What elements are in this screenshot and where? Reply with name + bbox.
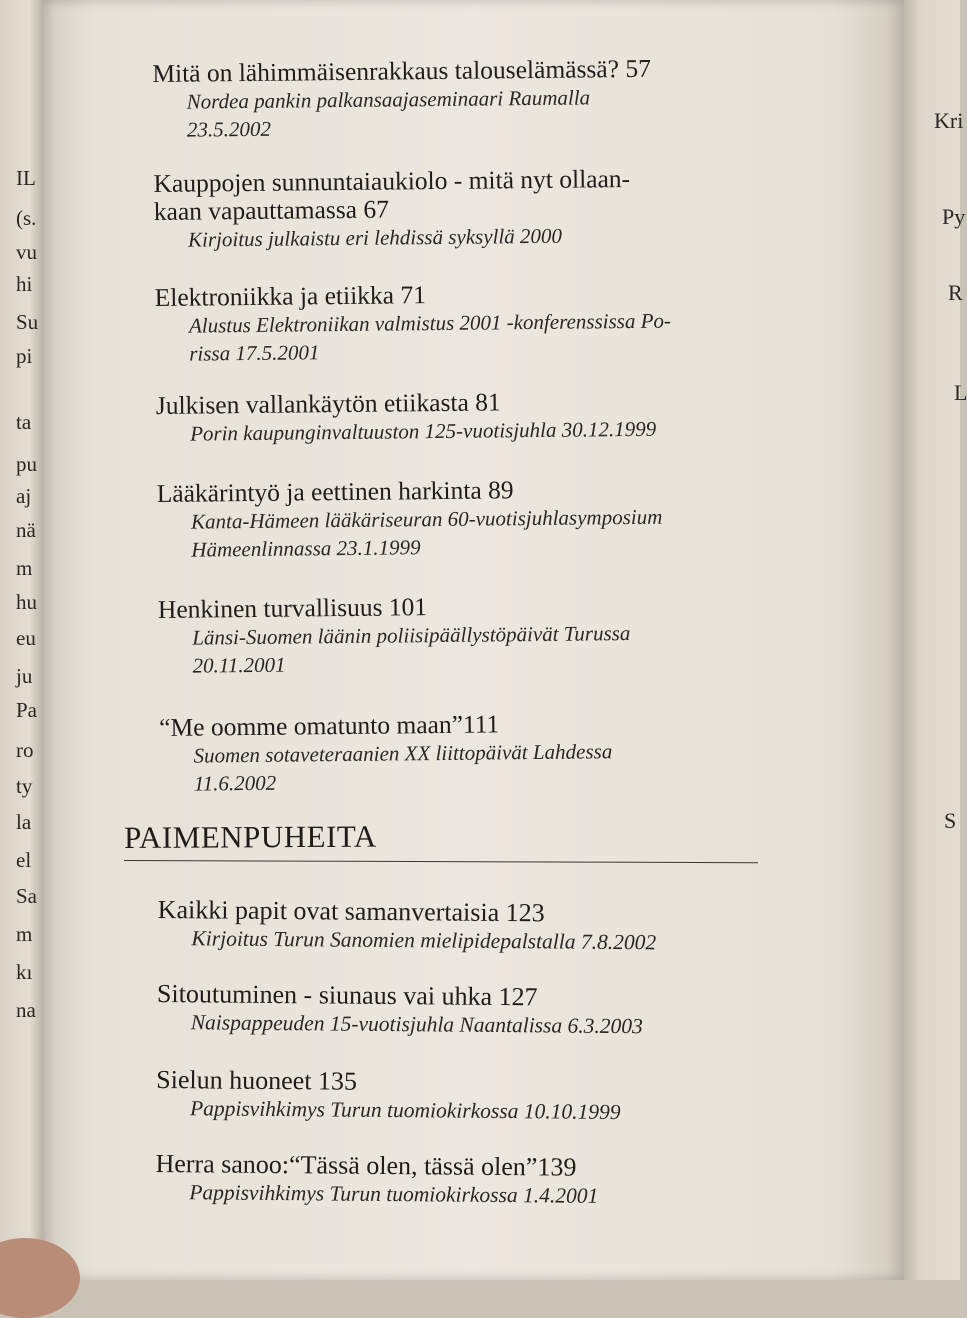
entry-subtitle: 20.11.2001 (192, 652, 286, 678)
left-page-fragment: hi (16, 272, 33, 296)
right-page-fragment: Py (942, 204, 966, 229)
entry-subtitle: Naispappeuden 15-vuotisjuhla Naantalissa 6.3.2003 (190, 1010, 643, 1039)
left-page-fragment: vu (16, 240, 37, 264)
left-page-fragment: Su (16, 310, 39, 334)
entry-title: Sitoutuminen - siunaus vai uhka 127 (156, 978, 538, 1012)
contents-entry (156, 1066, 796, 1128)
entry-subtitle: Pappisvihkimys Turun tuomiokirkossa 1.4.2001 (189, 1180, 599, 1208)
contents-entry (155, 277, 796, 368)
entry-title: Julkisen vallankäytön etiikasta 81 (155, 387, 501, 420)
left-page-fragment: ju (16, 664, 33, 688)
entry-subtitle: Alustus Elektroniikan valmistus 2001 -konferenssissa Po- (188, 308, 672, 338)
entry-subtitle: rissa 17.5.2001 (189, 340, 320, 366)
entry-title: Mitä on lähimmäisenrakkaus talouselämässä? 57 (152, 53, 652, 88)
entry-subtitle: Nordea pankin palkansaajaseminaari Raumalla (186, 85, 591, 114)
entry-subtitle: Suomen sotaveteraanien XX liittopäivät Lahdessa (193, 739, 613, 768)
left-page-fragment: ta (16, 410, 32, 434)
entry-title: Lääkärintyö ja eettinen harkinta 89 (156, 475, 514, 508)
left-page-fragment: aj (16, 484, 32, 508)
entry-subtitle: Länsi-Suomen läänin poliisipäällystöpäivät Turussa (192, 621, 631, 650)
left-page-fragment: la (16, 810, 32, 834)
left-page-fragment: eu (16, 626, 36, 650)
left-page-fragment: pu (16, 452, 37, 476)
left-page-fragment: m (16, 556, 33, 580)
entry-title: Kauppojen sunnuntaiaukiolo - mitä nyt ollaan- (153, 164, 631, 198)
left-page-fragment: hu (16, 590, 37, 614)
contents-entry (159, 707, 800, 798)
left-facing-page (0, 0, 42, 1280)
entry-title: Sielun huoneet 135 (156, 1064, 358, 1096)
contents-entry (157, 473, 798, 564)
left-page-fragment: na (16, 998, 36, 1022)
entry-title: Henkinen turvallisuus 101 (157, 592, 428, 624)
left-page-fragment: kı (16, 960, 33, 984)
right-page-fragment: L (954, 380, 967, 405)
left-page-fragment: m (16, 922, 33, 946)
entry-subtitle: Porin kaupunginvaltuuston 125-vuotisjuhla 30.12.1999 (189, 416, 657, 446)
right-page-fragment: S (944, 808, 957, 833)
section-heading-block (124, 819, 377, 856)
contents-entry (156, 385, 797, 448)
entry-subtitle: 11.6.2002 (193, 770, 277, 796)
left-page-fragment: Pa (16, 698, 37, 722)
left-page-fragment: nä (16, 518, 36, 542)
left-page-fragment: IL (16, 166, 36, 190)
contents-entry (153, 163, 794, 254)
entry-title: Elektroniikka ja etiikka 71 (154, 280, 427, 312)
entry-subtitle: Kirjoitus julkaistu eri lehdissä syksyllä 2000 (187, 223, 563, 252)
right-facing-page (904, 0, 967, 1280)
entry-subtitle: Kirjoitus Turun Sanomien mielipidepalstalla 7.8.2002 (191, 926, 657, 955)
section-heading: PAIMENPUHEITA (124, 818, 377, 855)
right-page-fragment: Kri (934, 108, 964, 133)
entry-subtitle: Pappisvihkimys Turun tuomiokirkossa 10.10.1999 (189, 1096, 621, 1125)
entry-subtitle: Kanta-Hämeen lääkäriseuran 60-vuotisjuhlasymposium (190, 504, 663, 534)
left-page-fragment: ro (16, 738, 34, 762)
left-page-fragment: el (16, 848, 32, 872)
left-page-fragment: ty (16, 774, 33, 798)
entry-title: “Me oomme omatunto maan”111 (159, 709, 500, 742)
contents-entry (158, 589, 799, 680)
right-page-fragment: R (948, 280, 963, 305)
entry-title: Herra sanoo:“Tässä olen, tässä olen”139 (155, 1148, 577, 1182)
entry-subtitle: Hämeenlinnassa 23.1.1999 (191, 535, 421, 562)
entry-title: kaan vapauttamassa 67 (153, 194, 390, 226)
left-page-fragment: (s. (16, 206, 37, 230)
contents-entry (155, 1150, 795, 1212)
contents-entry (157, 896, 797, 958)
entry-subtitle: 23.5.2002 (186, 116, 272, 142)
contents-entry (152, 53, 793, 144)
entry-title: Kaikki papit ovat samanvertaisia 123 (157, 894, 545, 928)
left-page-fragment: Sa (16, 884, 37, 908)
contents-entry (157, 980, 797, 1042)
left-page-fragment: pi (16, 344, 33, 368)
